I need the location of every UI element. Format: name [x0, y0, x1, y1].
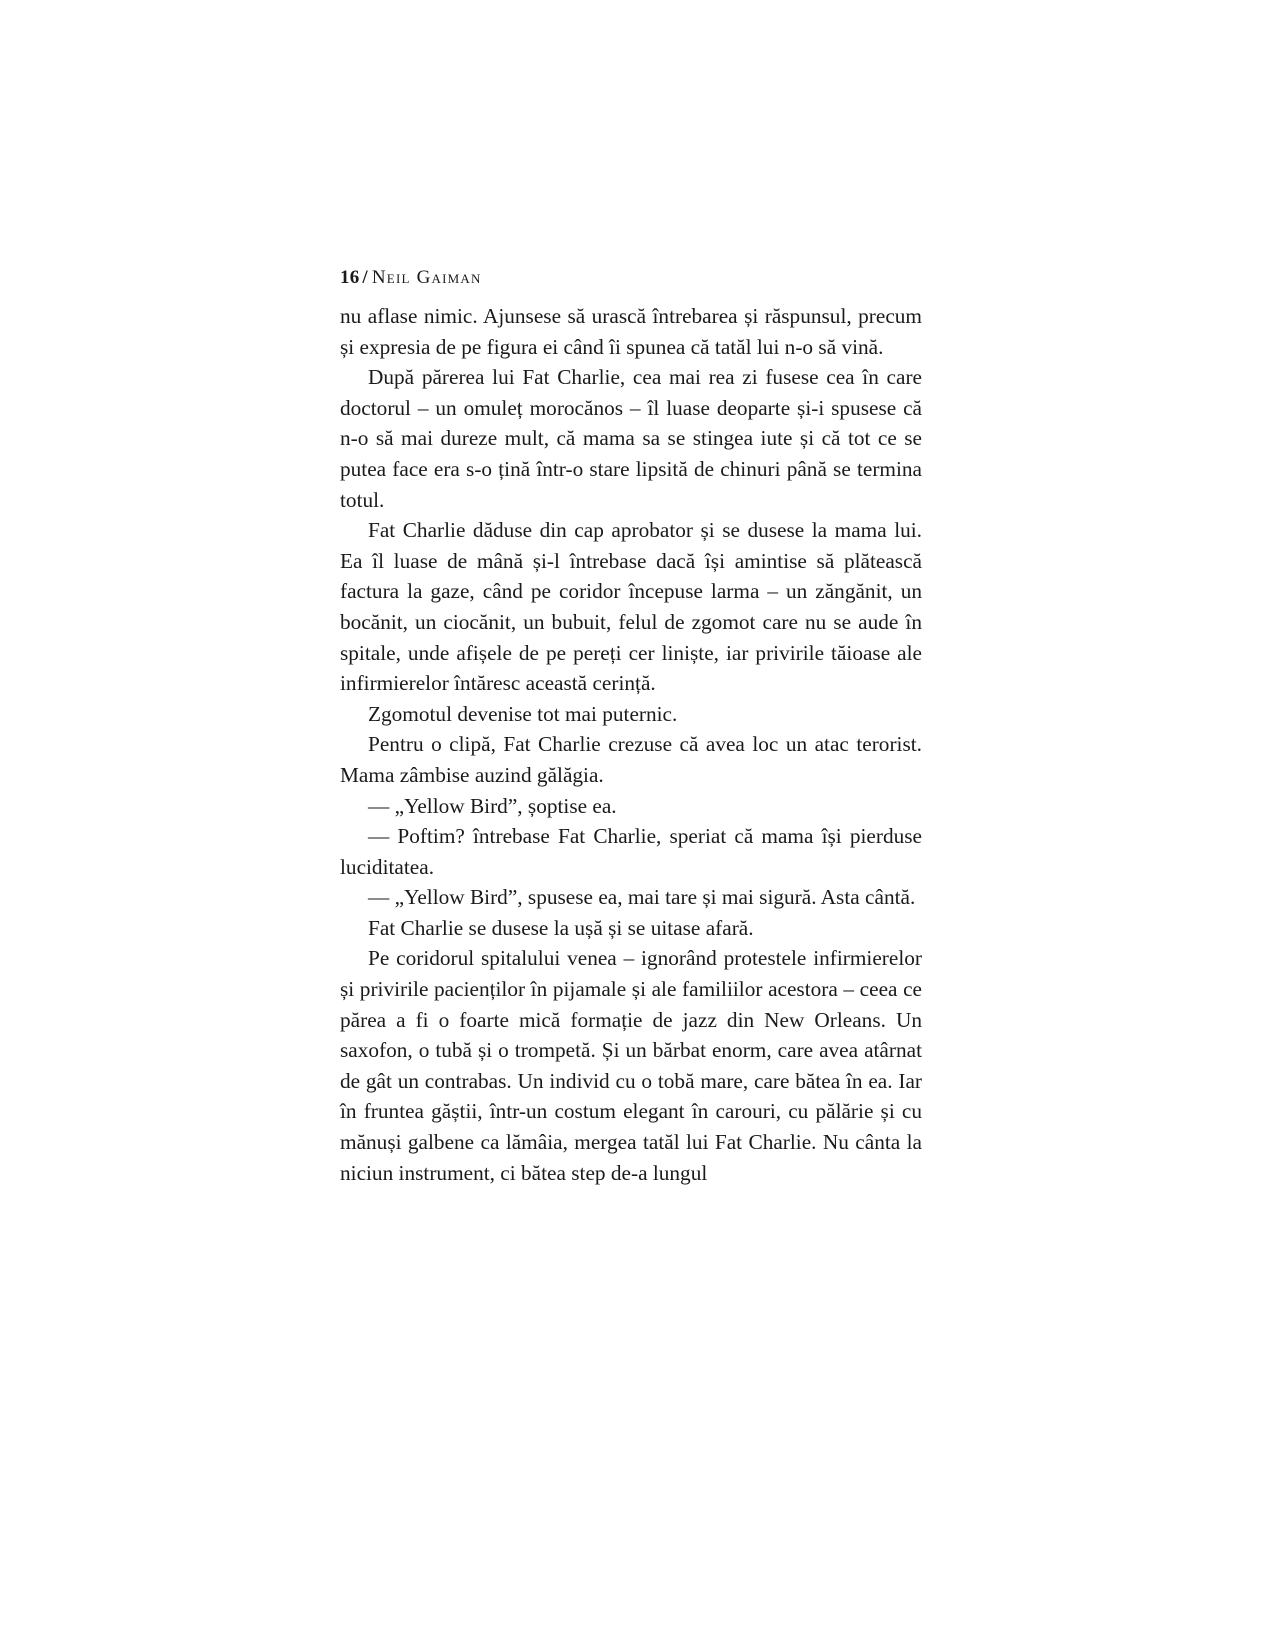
- header-separator: /: [362, 267, 368, 288]
- paragraph: Pe coridorul spitalului venea – ignorând protestele infirmierelor și privirile pacienților în pijamale și ale familiilor acestora – ceea ce părea a fi o foarte mică formație de jazz din New Orleans. Un saxofon, o tubă și o trompetă. Și un bărbat enorm, care avea atârnat de gât un contrabas. Un individ cu o tobă mare, care bătea în ea. Iar în fruntea găștii, într-un costum elegant în carouri, cu pălărie și cu mănuși galbene ca lămâia, mergea tatăl lui Fat Charlie. Nu cânta la niciun instrument, ci bătea step de-a lungul: [340, 946, 922, 1185]
- book-page: [340, 266, 922, 1188]
- paragraph: Fat Charlie dăduse din cap aprobator și se dusese la mama lui. Ea îl luase de mână și-l întrebase dacă își amintise să plătească factura la gaze, când pe coridor începuse larma – un zăngănit, un bocănit, un ciocănit, un bubuit, felul de zgomot care nu se aude în spitale, unde afișele de pe pereți cer liniște, iar privirile tăioase ale infirmierelor întăresc această cerință.: [340, 518, 922, 696]
- paragraph: Pentru o clipă, Fat Charlie crezuse că avea loc un atac terorist. Mama zâmbise auzind gălăgia.: [340, 732, 922, 787]
- page-number: 16: [340, 267, 360, 288]
- paragraph: Zgomotul devenise tot mai puternic.: [368, 701, 678, 726]
- paragraph: După părerea lui Fat Charlie, cea mai rea zi fusese cea în care doctorul – un omuleț morocănos – îl luase deoparte și-i spusese că n-o să mai dureze mult, că mama sa se stingea iute și că tot ce se putea face era s-o țină într-o stare lipsită de chinuri până se termina totul.: [340, 365, 922, 512]
- body-text: [340, 301, 922, 1188]
- running-header: [340, 266, 922, 290]
- paragraph: Fat Charlie se dusese la ușă și se uitase afară.: [368, 915, 754, 940]
- author-name: Neil Gaiman: [371, 267, 482, 288]
- dialogue-line: — „Yellow Bird”, șoptise ea.: [368, 793, 617, 818]
- paragraph-continued: nu aflase nimic. Ajunsese să urască întrebarea și răspunsul, precum și expresia de pe figura ei când îi spunea că tatăl lui n-o să vină.: [340, 304, 922, 359]
- dialogue-line: — „Yellow Bird”, spusese ea, mai tare și mai sigură. Asta cântă.: [368, 885, 916, 910]
- dialogue-line: — Poftim? întrebase Fat Charlie, speriat că mama își pierduse luciditatea.: [340, 824, 922, 879]
